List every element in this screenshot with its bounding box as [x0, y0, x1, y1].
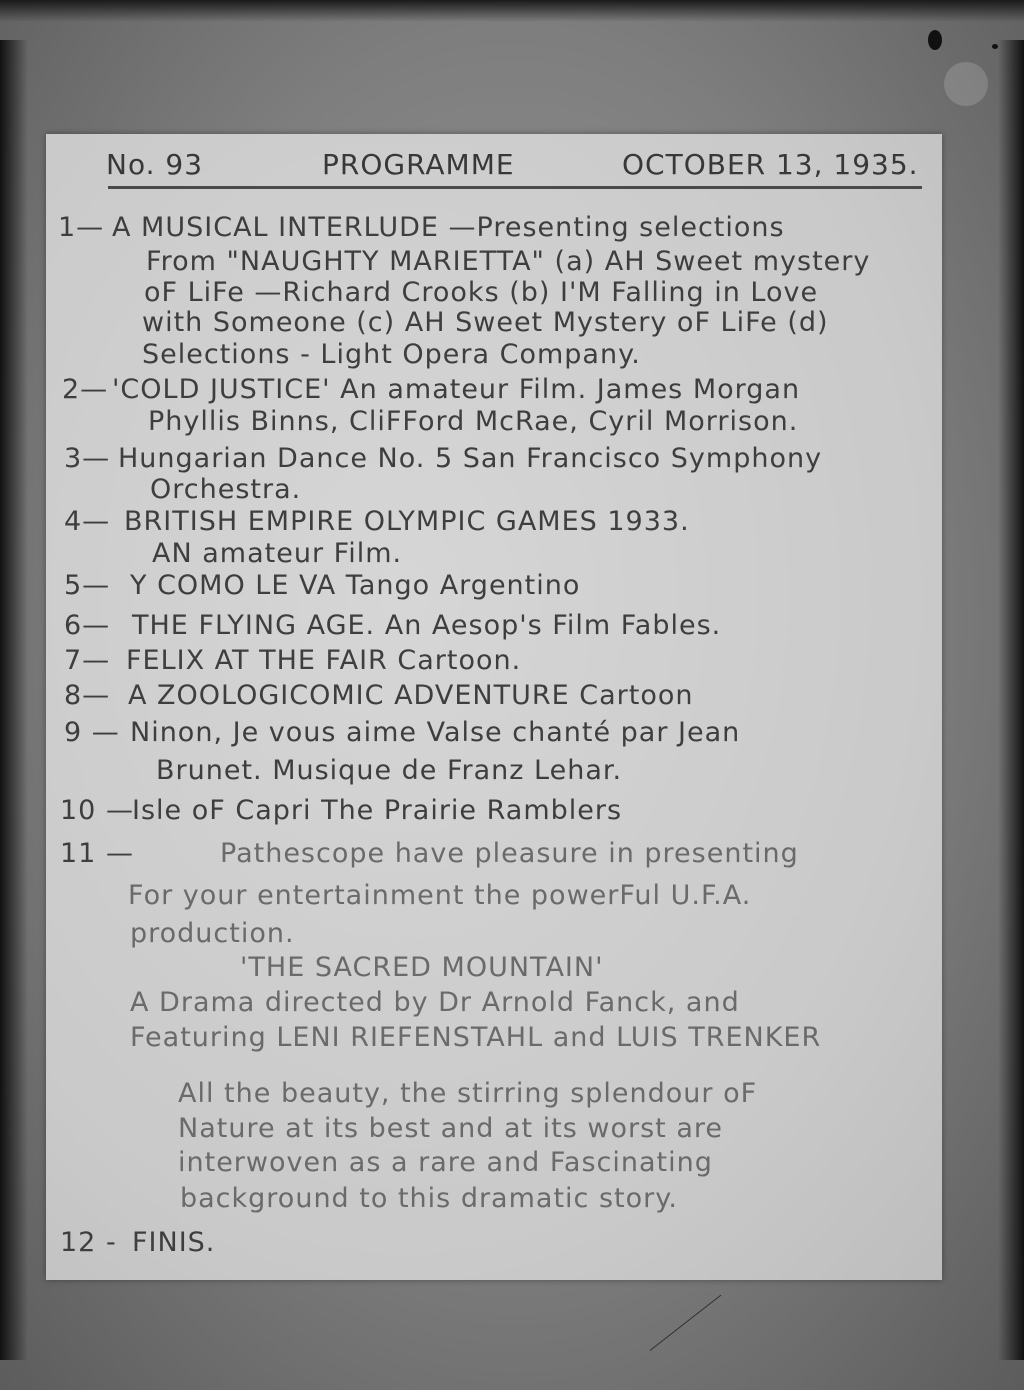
item-line: For your entertainment the powerFul U.F.A. — [128, 880, 752, 911]
item-line: A ZOOLOGICOMIC ADVENTURE Cartoon — [128, 680, 694, 711]
item-line: From "NAUGHTY MARIETTA" (a) AH Sweet mystery — [146, 246, 871, 277]
item-line: A Drama directed by Dr Arnold Fanck, and — [130, 987, 740, 1018]
item-line: A MUSICAL INTERLUDE —Presenting selections — [112, 212, 785, 243]
item-number: 11 — — [60, 838, 134, 869]
item-number: 10 — — [60, 795, 134, 826]
item-line: AN amateur Film. — [152, 538, 403, 569]
item-line: FINIS. — [132, 1227, 216, 1258]
photo-right-edge — [998, 40, 1024, 1360]
photo-top-edge — [0, 0, 1024, 22]
programme-date: OCTOBER 13, 1935. — [622, 148, 919, 181]
header-underline — [108, 186, 922, 189]
blurb-line: Nature at its best and at its worst are — [178, 1113, 724, 1144]
item-line: Ninon, Je vous aime Valse chanté par Jean — [130, 717, 741, 748]
item-number: 5— — [64, 570, 111, 601]
photo-left-edge — [0, 40, 28, 1360]
item-number: 6— — [64, 610, 111, 641]
item-line: Selections - Light Opera Company. — [142, 339, 641, 370]
item-line: THE FLYING AGE. An Aesop's Film Fables. — [132, 610, 722, 641]
item-number: 4— — [64, 506, 111, 537]
item-line: oF LiFe —Richard Crooks (b) I'M Falling in Love — [144, 277, 819, 308]
blurb-line: background to this dramatic story. — [180, 1183, 678, 1214]
programme-title: PROGRAMME — [322, 148, 515, 181]
item-line: with Someone (c) AH Sweet Mystery oF LiFe (d) — [142, 307, 829, 338]
item-line: Hungarian Dance No. 5 San Francisco Symphony — [118, 443, 823, 474]
film-blemish — [944, 62, 988, 106]
item-number: 8— — [64, 680, 111, 711]
item-number: 3— — [64, 443, 111, 474]
item-line: BRITISH EMPIRE OLYMPIC GAMES 1933. — [124, 506, 690, 537]
item-number: 1— — [58, 212, 105, 243]
item-number: 12 - — [60, 1227, 117, 1258]
blurb-line: interwoven as a rare and Fascinating — [178, 1147, 713, 1178]
ink-spot — [992, 44, 998, 49]
item-line: FELIX AT THE FAIR Cartoon. — [126, 645, 522, 676]
ink-spot — [928, 30, 942, 50]
item-number: 7— — [64, 645, 111, 676]
item-number: 2— — [62, 374, 109, 405]
item-line: Pathescope have pleasure in presenting — [220, 838, 799, 869]
item-number: 9 — — [64, 717, 120, 748]
film-title: 'THE SACRED MOUNTAIN' — [240, 952, 604, 983]
item-line: Featuring LENI RIEFENSTAHL and LUIS TRENKER — [130, 1022, 822, 1053]
item-line: 'COLD JUSTICE' An amateur Film. James Morgan — [112, 374, 801, 405]
item-line: Isle oF Capri The Prairie Ramblers — [132, 795, 623, 826]
item-line: production. — [130, 918, 295, 949]
item-line: Phyllis Binns, CliFFord McRae, Cyril Morrison. — [148, 406, 799, 437]
item-line: Brunet. Musique de Franz Lehar. — [156, 755, 623, 786]
programme-card — [46, 134, 942, 1280]
item-line: Orchestra. — [150, 474, 302, 505]
item-line: Y COMO LE VA Tango Argentino — [130, 570, 581, 601]
programme-number: No. 93 — [106, 148, 204, 181]
blurb-line: All the beauty, the stirring splendour oF — [178, 1078, 758, 1109]
